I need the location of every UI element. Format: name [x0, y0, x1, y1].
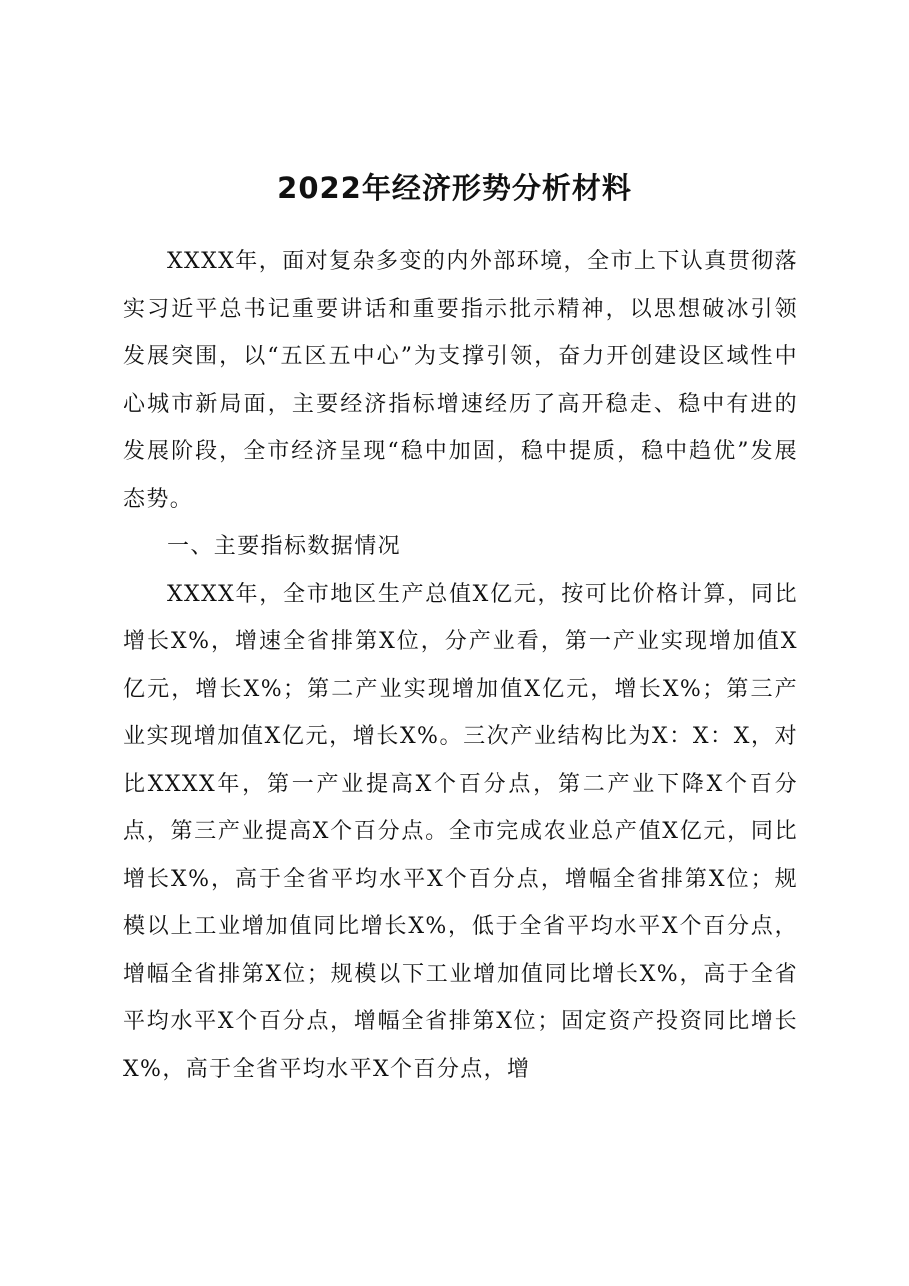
document-title: 2022年经济形势分析材料	[277, 171, 632, 205]
section-heading: 一、主要指标数据情况	[167, 534, 402, 559]
document-body	[123, 238, 798, 1093]
intro-paragraph: XXXX年，面对复杂多变的内外部环境，全市上下认真贯彻落实习近平总书记重要讲话和重要指示批示精神，以思想破冰引领发展突围，以“五区五中心”为支撑引领，奋力开创建设区域性中心城市新局面，主要经济指标增速经历了高开稳走、稳中有进的发展阶段，全市经济呈现“稳中加固，稳中提质，稳中趋优”发展态势。	[123, 249, 798, 512]
data-paragraph: XXXX年，全市地区生产总值X亿元，按可比价格计算，同比增长X%，增速全省排第X位，分产业看，第一产业实现增加值X亿元，增长X%；第二产业实现增加值X亿元，增长X%；第三产业实现增加值X亿元，增长X%。三次产业结构比为X：X：X，对比XXXX年，第一产业提高X个百分点，第二产业下降X个百分点，第三产业提高X个百分点。全市完成农业总产值X亿元，同比增长X%，高于全省平均水平X个百分点，增幅全省排第X位；规模以上工业增加值同比增长X%，低于全省平均水平X个百分点，增幅全省排第X位；规模以下工业增加值同比增长X%，高于全省平均水平X个百分点，增幅全省排第X位；固定资产投资同比增长X%，高于全省平均水平X个百分点，增	[123, 581, 798, 1082]
